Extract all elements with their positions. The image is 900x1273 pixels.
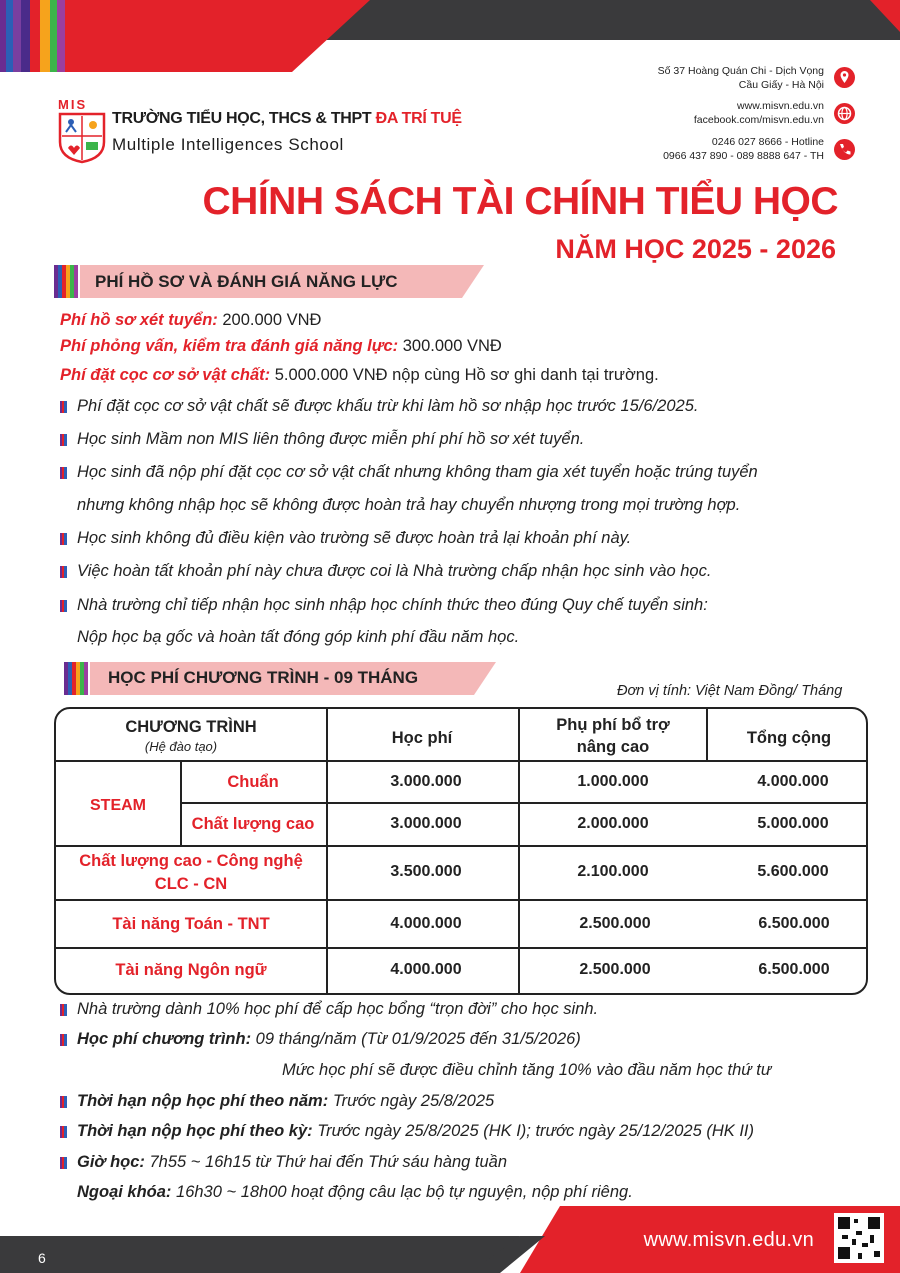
web-links [694,99,824,127]
section-title: HỌC PHÍ CHƯƠNG TRÌNH - 09 THÁNG [108,668,419,687]
cell-total: 5.600.000 [757,863,829,880]
bullet-icon [60,600,67,612]
note-label: Giờ học: [77,1153,145,1171]
bullet-icon [60,566,67,578]
note-item: Học sinh không đủ điều kiện vào trường sẽ được hoàn trả lại khoản phí này. [77,529,632,547]
cell-tuition: 3.000.000 [390,773,462,790]
row-group-steam: STEAM [90,797,146,814]
footer-website-link[interactable]: www.misvn.edu.vn [643,1229,814,1251]
address [658,64,824,92]
address-line: Số 37 Hoàng Quán Chi - Dịch Vọng [657,65,824,77]
fee-label: Phí đặt cọc cơ sở vật chất: [60,366,271,384]
location-icon [834,67,855,88]
row-name: Chất lượng cao [191,815,315,833]
row-name: Chuẩn [227,773,279,791]
row-name: Tài năng Toán - TNT [112,915,270,933]
note-item: Việc hoàn tất khoản phí này chưa được coi là Nhà trường chấp nhận học sinh vào học. [77,562,712,580]
column-header-program: CHƯƠNG TRÌNH [125,718,257,736]
phone-icon [834,139,855,160]
tuition-table [54,707,868,995]
note-item: Học sinh Mầm non MIS liên thông được miễn phí phí hồ sơ xét tuyển. [77,430,585,448]
column-header-tuition: Học phí [391,729,453,747]
note-scholarship: Nhà trường dành 10% học phí để cấp học bổng “trọn đời” cho học sinh. [77,1000,599,1018]
note-item: Học sinh đã nộp phí đặt cọc cơ sở vật chất nhưng không tham gia xét tuyển hoặc trúng tuyển [77,463,758,481]
note-label: Học phí chương trình: [77,1030,252,1048]
note-value: 09 tháng/năm (Từ 01/9/2025 đến 31/5/2026) [251,1030,581,1048]
bullet-icon [60,401,67,413]
website-link[interactable]: www.misvn.edu.vn [737,100,824,112]
cell-tuition: 4.000.000 [390,915,462,932]
column-header-extra: nâng cao [576,738,650,756]
cell-tuition: 3.000.000 [390,815,462,832]
bullet-icon [60,533,67,545]
fee-value: 300.000 VNĐ [398,337,502,355]
fee-value: 200.000 VNĐ [217,311,322,329]
school-name-en: Multiple Intelligences School [112,135,344,154]
bullet-icon [60,1157,67,1169]
school-logo-icon [58,112,106,164]
page-subtitle: NĂM HỌC 2025 - 2026 [555,234,836,264]
note-label: Thời hạn nộp học phí theo năm: [77,1092,329,1110]
section-header-fees [54,265,484,298]
note-label: Ngoại khóa: [77,1183,172,1201]
section-header-tuition [64,662,496,695]
fee-line [60,337,502,356]
column-header-program-sub: (Hệ đào tạo) [144,739,218,754]
cell-tuition: 3.500.000 [390,863,462,880]
unit-note: Đơn vị tính: Việt Nam Đồng/ Tháng [617,683,843,699]
column-header-extra: Phụ phí bổ trợ [556,716,670,734]
cell-extra: 2.500.000 [579,915,651,932]
cell-extra: 1.000.000 [577,773,649,790]
globe-icon [834,103,855,124]
school-name-prefix: TRƯỜNG TIỂU HỌC, THCS & THPT [112,110,376,127]
row-name: Tài năng Ngôn ngữ [115,961,267,979]
cell-extra: 2.100.000 [577,863,649,880]
facebook-link[interactable]: facebook.com/misvn.edu.vn [693,114,824,126]
cell-total: 4.000.000 [757,773,829,790]
address-line: Cầu Giấy - Hà Nội [738,79,824,91]
phones [663,135,824,163]
note-item: nhưng không nhập học sẽ không được hoàn trả hay chuyển nhượng trong mọi trường hợp. [77,496,741,514]
note-value: Trước ngày 25/8/2025 (HK I); trước ngày 25/12/2025 (HK II) [312,1122,754,1140]
fee-line [60,311,321,330]
note-item: Nộp học bạ gốc và hoàn tất đóng góp kinh phí đầu năm học. [77,628,520,646]
fee-label: Phí hồ sơ xét tuyển: [60,311,218,329]
phone-numbers: 0966 437 890 - 089 8888 647 - TH [663,150,824,162]
school-name-highlight: ĐA TRÍ TUỆ [375,110,462,127]
fee-label: Phí phỏng vấn, kiểm tra đánh giá năng lực: [60,337,399,355]
cell-total: 5.000.000 [757,815,829,832]
bullet-icon [60,1126,67,1138]
note-program-duration [77,1030,581,1049]
note-increase: Mức học phí sẽ được điều chỉnh tăng 10% vào đầu năm học thứ tư [282,1061,772,1079]
note-term-deadline [77,1122,754,1141]
row-name: Chất lượng cao - Công nghệ [79,852,303,870]
cell-extra: 2.500.000 [579,961,651,978]
cell-extra: 2.000.000 [577,815,649,832]
school-name [112,110,462,128]
column-header-total: Tổng cộng [746,729,832,747]
bullet-icon [60,1034,67,1046]
cell-tuition: 4.000.000 [390,961,462,978]
note-hours [77,1153,507,1172]
page-number: 6 [38,1250,46,1266]
note-item: Nhà trường chỉ tiếp nhận học sinh nhập học chính thức theo đúng Quy chế tuyển sinh: [77,596,708,614]
bullet-icon [60,434,67,446]
page-title: CHÍNH SÁCH TÀI CHÍNH TIỂU HỌC [202,180,838,223]
note-value: 16h30 ~ 18h00 hoạt động câu lạc bộ tự nguyện, nộp phí riêng. [171,1183,633,1201]
fee-line [60,366,659,385]
note-item: Phí đặt cọc cơ sở vật chất sẽ được khấu trừ khi làm hồ sơ nhập học trước 15/6/2025. [77,397,699,415]
hotline: 0246 027 8666 - Hotline [711,136,824,148]
note-value: Trước ngày 25/8/2025 [328,1092,495,1110]
logo-text: MIS [58,97,88,112]
row-name-abbr: CLC - CN [154,875,228,893]
fee-value: 5.000.000 VNĐ nộp cùng Hồ sơ ghi danh tại trường. [270,366,659,384]
bullet-icon [60,1096,67,1108]
bullet-icon [60,1004,67,1016]
note-extracurricular [77,1183,633,1202]
cell-total: 6.500.000 [758,915,830,932]
bullet-icon [60,467,67,479]
cell-total: 6.500.000 [758,961,830,978]
note-label: Thời hạn nộp học phí theo kỳ: [77,1122,313,1140]
note-value: 7h55 ~ 16h15 từ Thứ hai đến Thứ sáu hàng tuần [144,1153,508,1171]
section-title: PHÍ HỒ SƠ VÀ ĐÁNH GIÁ NĂNG LỰC [95,272,398,291]
note-year-deadline [77,1092,494,1111]
